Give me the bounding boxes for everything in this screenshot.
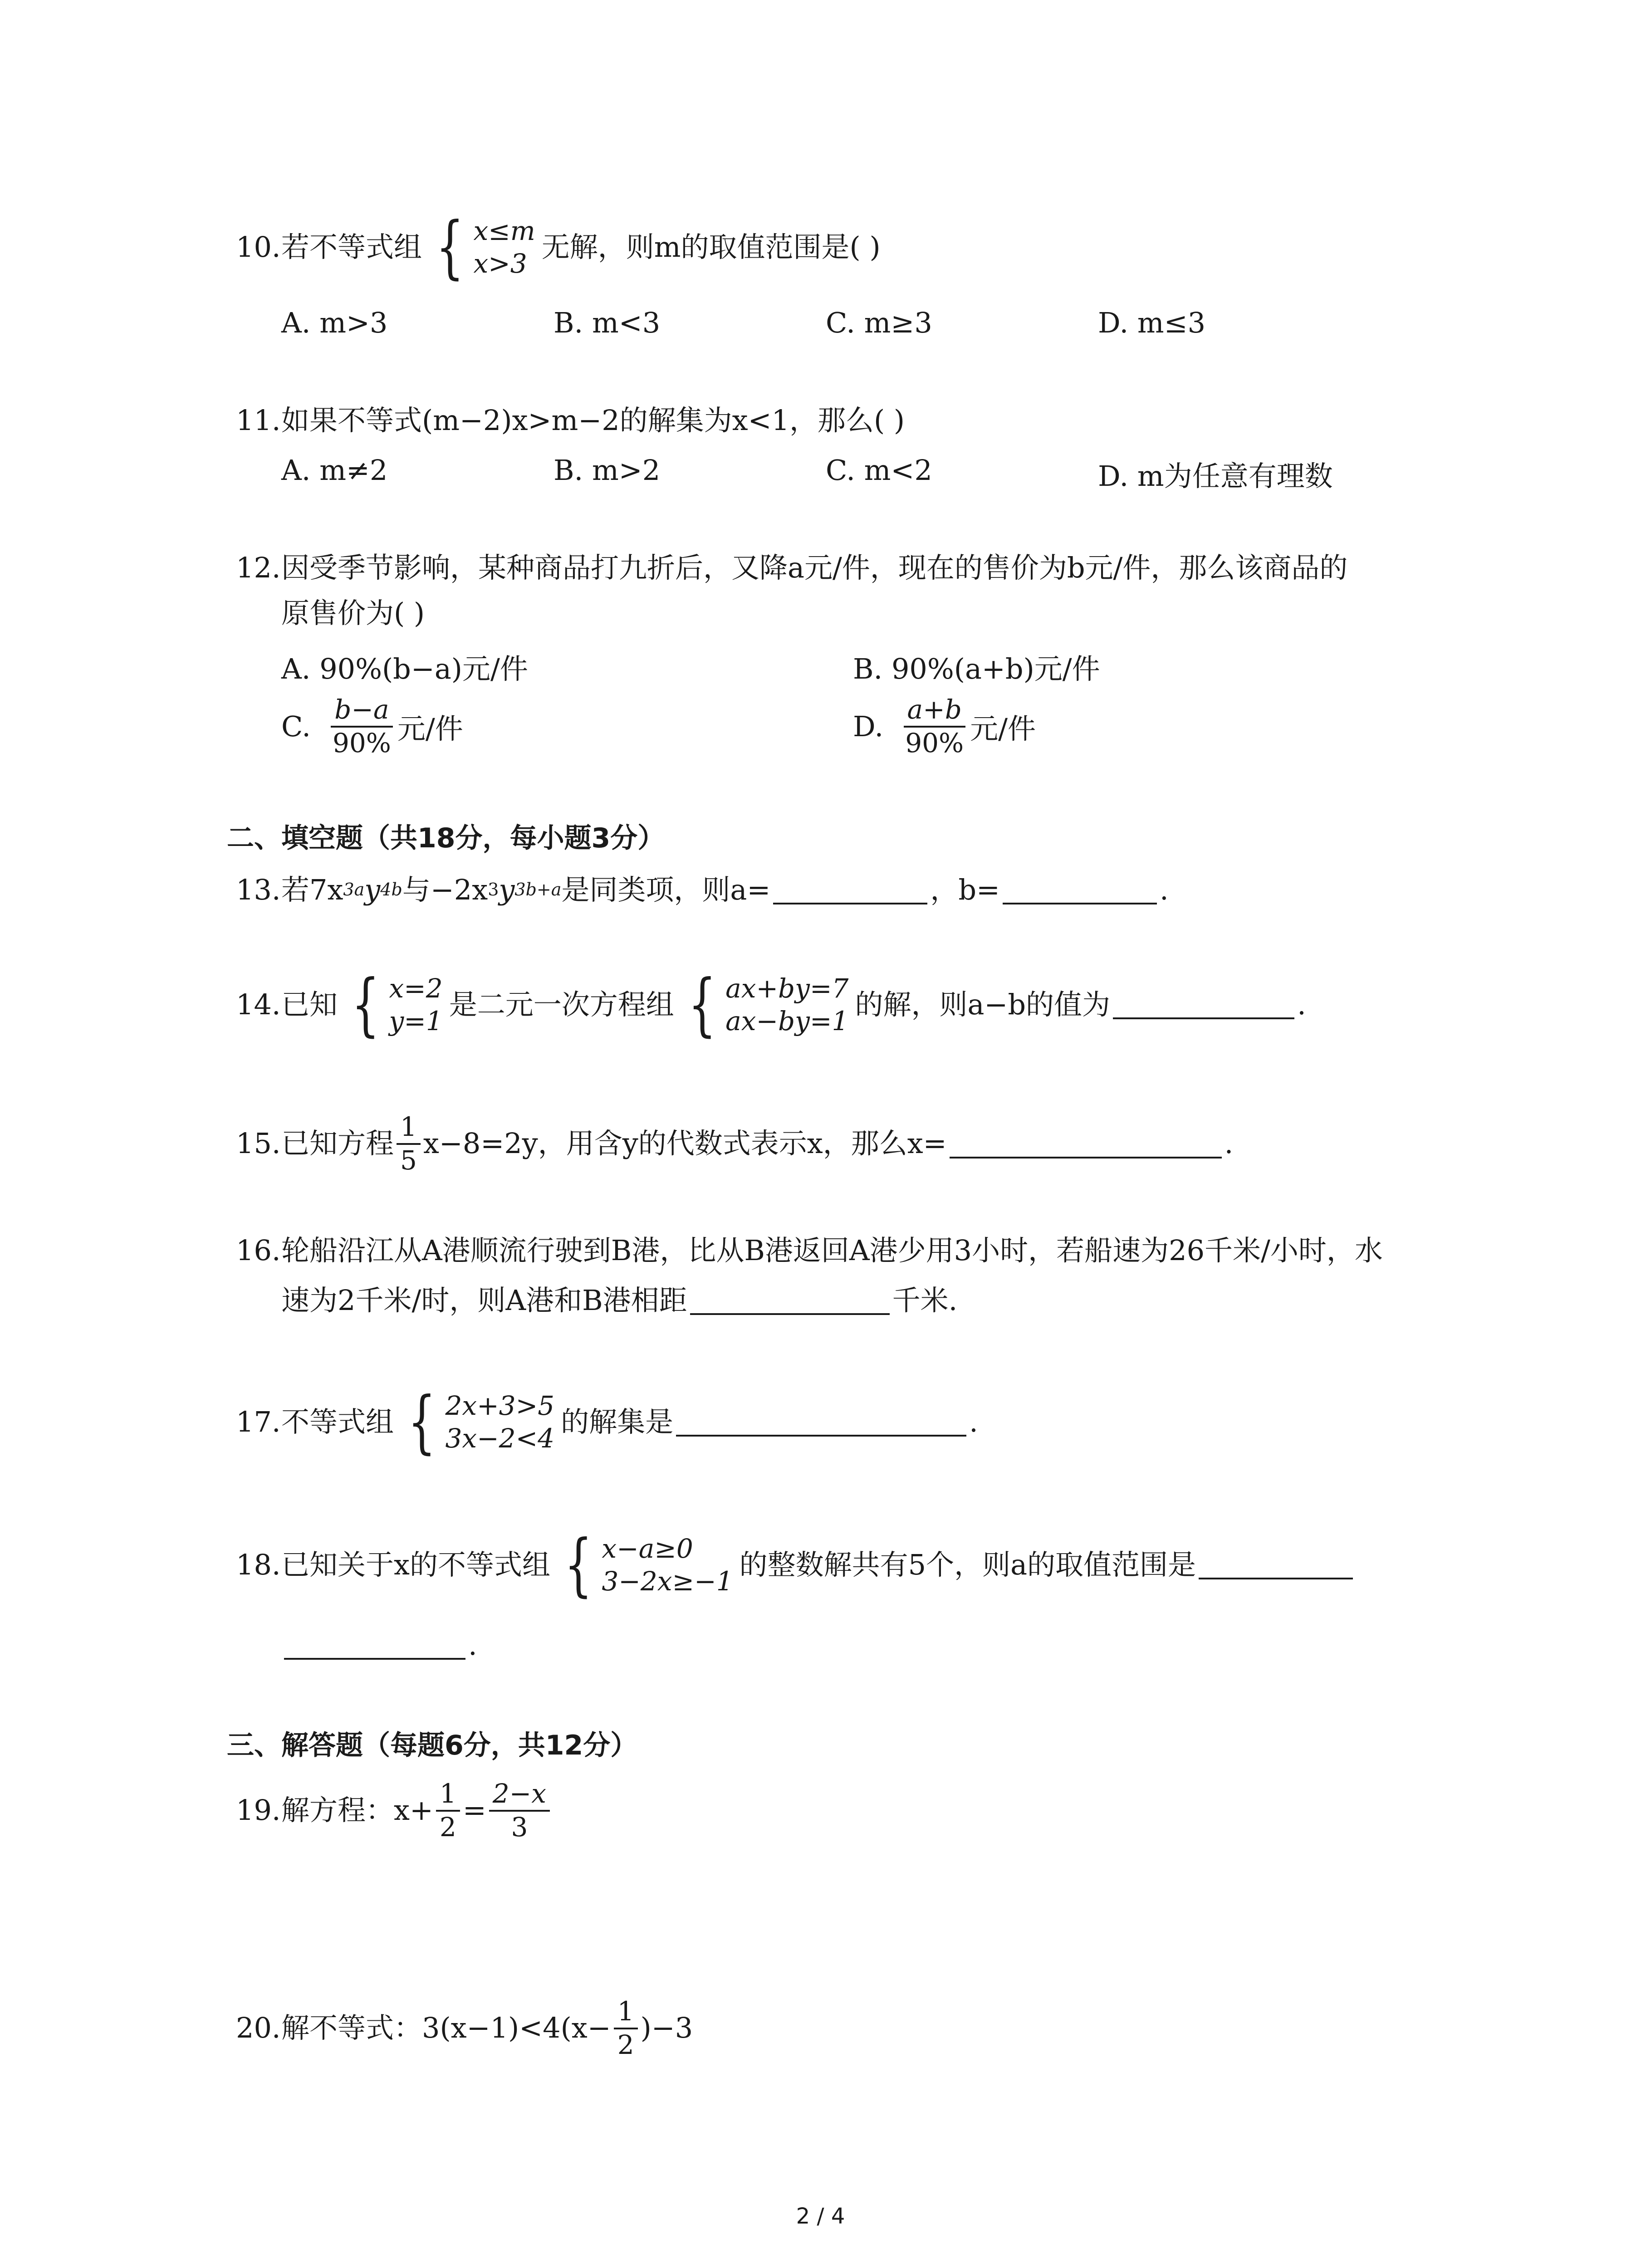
- question-text: 若不等式组: [281, 230, 422, 264]
- question-number: 16.: [236, 1234, 281, 1267]
- option-d: D. m≤3: [1098, 306, 1206, 339]
- numerator: b−a: [331, 694, 392, 728]
- fraction: [614, 1996, 638, 2061]
- question-13: [236, 873, 1169, 907]
- fraction: [397, 1111, 421, 1176]
- denominator: 90%: [332, 727, 391, 758]
- numerator: 1: [436, 1778, 460, 1812]
- inequality-system: [400, 1383, 555, 1461]
- question-text: 无解，则m的取值范围是( ): [541, 230, 881, 264]
- option-label: C.: [281, 710, 311, 743]
- text: x−8=2y，用含y的代数式表示x，那么x=: [423, 1127, 947, 1160]
- answer-blank[interactable]: [1003, 875, 1157, 904]
- option-d: [853, 694, 1036, 759]
- option-a: A. m≠2: [281, 454, 388, 487]
- question-17: [236, 1383, 978, 1461]
- text: 是二元一次方程组: [449, 987, 674, 1021]
- brace-icon: {: [564, 1525, 593, 1604]
- brace-icon: {: [351, 965, 380, 1044]
- question-number: 11.: [236, 404, 281, 437]
- option-label: D.: [853, 710, 884, 743]
- text: .: [969, 1405, 978, 1438]
- denominator: 2: [439, 1811, 456, 1843]
- option-c: C. m≥3: [826, 306, 932, 339]
- question-number: 18.: [236, 1548, 281, 1581]
- inequality-system: [557, 1525, 733, 1604]
- fraction: [489, 1778, 550, 1843]
- system-line: ax+by=7: [725, 973, 849, 1004]
- text: 不等式组: [281, 1405, 394, 1438]
- question-10: [236, 208, 881, 287]
- exponent: 3: [488, 880, 499, 900]
- text: 是同类项，则a=: [561, 873, 771, 906]
- text: y: [499, 873, 515, 906]
- numerator: 1: [614, 1996, 638, 2029]
- question-12: [236, 551, 1347, 585]
- fraction: [436, 1778, 460, 1843]
- question-number: 12.: [236, 551, 281, 584]
- fraction: [329, 694, 395, 759]
- denominator: 5: [400, 1144, 417, 1176]
- text: .: [468, 1628, 477, 1662]
- system-line: x=2: [389, 973, 443, 1004]
- page-number: 2 / 4: [796, 2204, 845, 2229]
- text: .: [1159, 873, 1169, 906]
- inequality-system: [428, 208, 535, 287]
- answer-blank[interactable]: [284, 1631, 465, 1660]
- text: =: [462, 1794, 486, 1827]
- unit: 元/件: [970, 712, 1036, 746]
- question-number: 17.: [236, 1405, 281, 1438]
- text: 与−2x: [402, 873, 488, 906]
- text: 千米.: [892, 1284, 958, 1317]
- system-line: ax−by=1: [725, 1006, 849, 1036]
- question-19: [236, 1778, 553, 1843]
- answer-blank[interactable]: [950, 1129, 1222, 1158]
- option-c: C. m<2: [826, 454, 932, 487]
- answer-blank[interactable]: [1113, 990, 1294, 1019]
- option-d: D. m为任意有理数: [1098, 459, 1333, 493]
- question-number: 20.: [236, 2011, 281, 2045]
- question-number: 14.: [236, 987, 281, 1021]
- answer-blank[interactable]: [773, 875, 927, 904]
- system-line: 3−2x≥−1: [602, 1566, 733, 1597]
- text: .: [1224, 1127, 1234, 1160]
- question-11: [236, 404, 905, 437]
- text: ，b=: [930, 873, 1000, 906]
- question-text: 原售价为( ): [281, 596, 425, 630]
- unit: 元/件: [397, 712, 463, 746]
- system-line: x>3: [473, 248, 527, 279]
- system-line: x−a≥0: [602, 1533, 693, 1564]
- brace-icon: {: [407, 1383, 436, 1461]
- question-16-cont: [281, 1284, 957, 1317]
- option-c: [281, 694, 463, 759]
- text: y: [364, 873, 381, 906]
- option-a: A. 90%(b−a)元/件: [281, 652, 528, 685]
- text: 已知方程: [281, 1127, 394, 1160]
- brace-icon: {: [688, 965, 716, 1044]
- text: 速为2千米/时，则A港和B港相距: [281, 1284, 687, 1317]
- system-line: y=1: [389, 1006, 443, 1036]
- question-number: 10.: [236, 230, 281, 264]
- question-number: 13.: [236, 873, 281, 906]
- question-14: [236, 965, 1306, 1044]
- text: .: [1297, 987, 1306, 1021]
- exponent: 3b+a: [514, 880, 562, 900]
- denominator: 2: [617, 2029, 634, 2060]
- system-line: x≤m: [473, 215, 535, 246]
- question-16: [236, 1234, 1383, 1267]
- text: 的解，则a−b的值为: [855, 987, 1111, 1021]
- option-b: B. m>2: [554, 454, 661, 487]
- answer-blank[interactable]: [676, 1408, 966, 1437]
- section-title-fill-blank: 二、填空题（共18分，每小题3分）: [227, 822, 665, 854]
- exponent: 3a: [343, 880, 365, 900]
- question-18-cont: [281, 1628, 477, 1662]
- system-line: 2x+3>5: [445, 1390, 555, 1421]
- question-18: [236, 1525, 1356, 1604]
- numerator: 2−x: [489, 1778, 550, 1812]
- brace-icon: {: [436, 208, 464, 287]
- denominator: 3: [511, 1811, 528, 1843]
- equation-system: [344, 965, 443, 1044]
- text: 解不等式：3(x−1)<4(x−: [281, 2011, 611, 2045]
- question-text: 如果不等式(m−2)x>m−2的解集为x<1，那么( ): [281, 404, 905, 437]
- fraction: [901, 694, 967, 759]
- exponent: 4b: [380, 880, 402, 900]
- numerator: a+b: [904, 694, 965, 728]
- answer-blank[interactable]: [690, 1286, 890, 1315]
- answer-blank[interactable]: [1199, 1550, 1353, 1579]
- text: 的整数解共有5个，则a的取值范围是: [739, 1548, 1196, 1581]
- question-12-cont: [281, 596, 425, 630]
- option-a: A. m>3: [281, 306, 388, 339]
- text: 已知: [281, 987, 338, 1021]
- option-b: B. m<3: [554, 306, 661, 339]
- text: 已知关于x的不等式组: [281, 1548, 550, 1581]
- system-line: 3x−2<4: [445, 1423, 555, 1454]
- question-20: [236, 1996, 693, 2061]
- question-number: 19.: [236, 1794, 281, 1827]
- equation-system: [681, 965, 849, 1044]
- text: 若7x: [281, 873, 343, 906]
- text: 解方程：x+: [281, 1794, 433, 1827]
- option-b: B. 90%(a+b)元/件: [853, 652, 1100, 685]
- question-15: [236, 1111, 1233, 1176]
- question-number: 15.: [236, 1127, 281, 1160]
- text: 轮船沿江从A港顺流行驶到B港，比从B港返回A港少用3小时，若船速为26千米/小时，水: [281, 1234, 1383, 1267]
- text: 的解集是: [561, 1405, 674, 1438]
- section-title-solve: 三、解答题（每题6分，共12分）: [227, 1730, 638, 1761]
- question-text: 因受季节影响，某种商品打九折后，又降a元/件，现在的售价为b元/件，那么该商品的: [281, 551, 1348, 584]
- text: )−3: [640, 2011, 693, 2045]
- denominator: 90%: [905, 727, 964, 758]
- numerator: 1: [397, 1111, 421, 1145]
